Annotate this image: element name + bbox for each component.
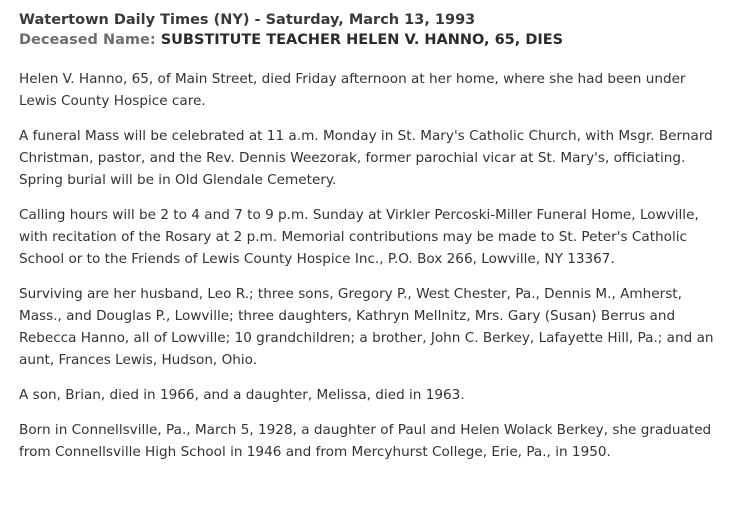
header-separator: - — [249, 12, 266, 28]
publication-date: Saturday, March 13, 1993 — [265, 12, 476, 28]
article-body — [19, 68, 724, 463]
article-paragraph: A funeral Mass will be celebrated at 11 a.m. Monday in St. Mary's Catholic Church, with Msgr. Bernard Christman, pastor, and the Rev. Dennis Weezorak, former parochial vicar at St. Mary's, officiating. Spring burial will be in Old Glendale Cemetery. — [19, 128, 713, 188]
deceased-name: SUBSTITUTE TEACHER HELEN V. HANNO, 65, DIES — [160, 32, 564, 48]
article-paragraph: Surviving are her husband, Leo R.; three sons, Gregory P., West Chester, Pa., Dennis M., Amherst, Mass., and Douglas P., Lowville; three daughters, Kathryn Mellnitz, Mrs. Gary (Susan) Berrus and Rebecca Hanno, all of Lowville; 10 grandchildren; a brother, John C. Berkey, Lafayette Hill, Pa.; and an aunt, Frances Lewis, Hudson, Ohio. — [19, 286, 714, 368]
publication-name: Watertown Daily Times (NY) — [19, 12, 250, 28]
deceased-label: Deceased Name: — [19, 32, 156, 48]
publication-header — [19, 10, 724, 30]
article-paragraph: A son, Brian, died in 1966, and a daughter, Melissa, died in 1963. — [19, 387, 465, 403]
article-paragraph: Calling hours will be 2 to 4 and 7 to 9 p.m. Sunday at Virkler Percoski-Miller Funeral Home, Lowville, with recitation of the Rosary at 2 p.m. Memorial contributions may be made to St. Peter's Catholic School or to the Friends of Lewis County Hospice Inc., P.O. Box 266, Lowville, NY 13367. — [19, 207, 699, 267]
article-paragraph: Born in Connellsville, Pa., March 5, 1928, a daughter of Paul and Helen Wolack Berkey, she graduated from Connellsville High School in 1946 and from Mercyhurst College, Erie, Pa., in 1950. — [19, 422, 712, 460]
article-paragraph: Helen V. Hanno, 65, of Main Street, died Friday afternoon at her home, where she had been under Lewis County Hospice care. — [19, 71, 686, 109]
deceased-header — [19, 30, 724, 50]
